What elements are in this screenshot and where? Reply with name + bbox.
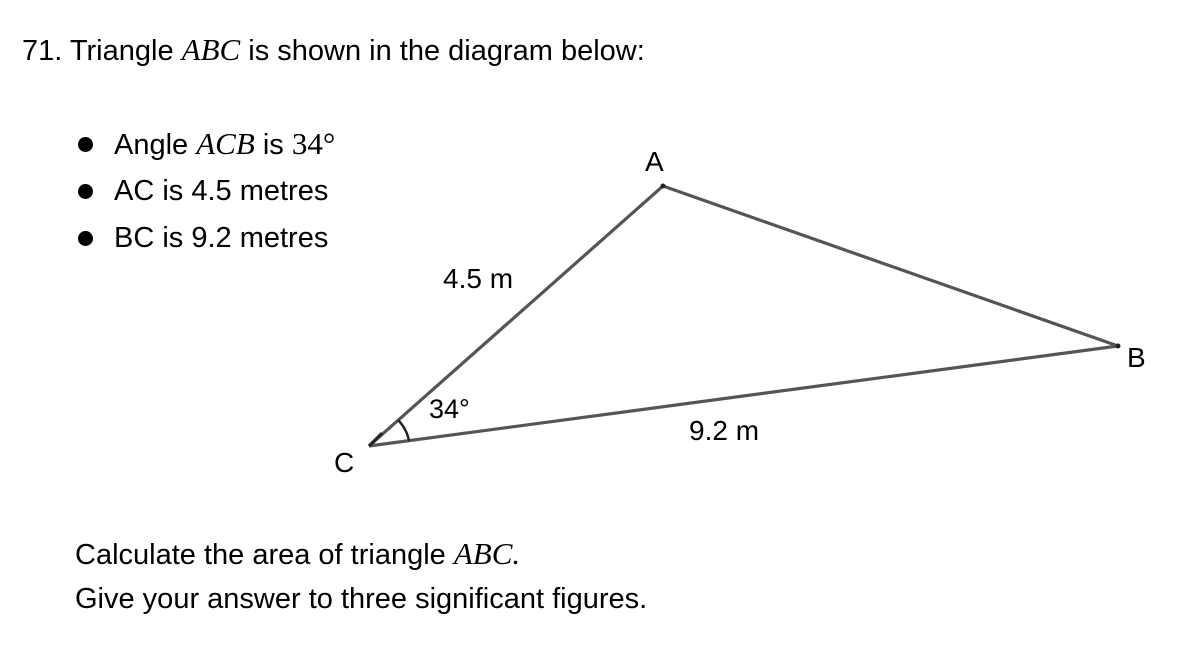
question-number: 71. xyxy=(22,35,63,67)
vertex-b-label: B xyxy=(1127,342,1146,373)
vertex-a-label: A xyxy=(645,146,664,177)
side-ab xyxy=(663,186,1118,346)
instruction-line-1 xyxy=(75,538,520,570)
angle-c-arc xyxy=(398,420,409,441)
fact-angle-math: ACB xyxy=(196,126,255,161)
angle-c-label: 34° xyxy=(429,394,470,424)
vertex-a-point xyxy=(661,184,666,189)
vertex-b-point xyxy=(1116,344,1121,349)
question-intro-math: ABC xyxy=(181,32,241,67)
fact-angle-prefix: Angle xyxy=(114,129,189,161)
fact-angle-value: 34° xyxy=(291,126,336,161)
side-ac-label: 4.5 m xyxy=(443,263,514,294)
side-bc-label: 9.2 m xyxy=(689,415,760,446)
instruction-line-2: Give your answer to three significant figures. xyxy=(75,583,648,615)
vertex-c-label: C xyxy=(334,447,355,478)
question-intro-rest: is shown in the diagram below: xyxy=(248,35,645,67)
fact-angle-is: is xyxy=(262,129,284,161)
fact-bc-text: BC is 9.2 metres xyxy=(114,222,329,254)
instruction-period: . xyxy=(512,536,521,571)
fact-ac-text: AC is 4.5 metres xyxy=(114,175,329,207)
instruction-text: Calculate the area of triangle xyxy=(75,539,446,571)
question-intro-text: Triangle xyxy=(69,35,174,67)
side-ac xyxy=(369,186,663,446)
instruction-math: ABC xyxy=(453,536,513,571)
